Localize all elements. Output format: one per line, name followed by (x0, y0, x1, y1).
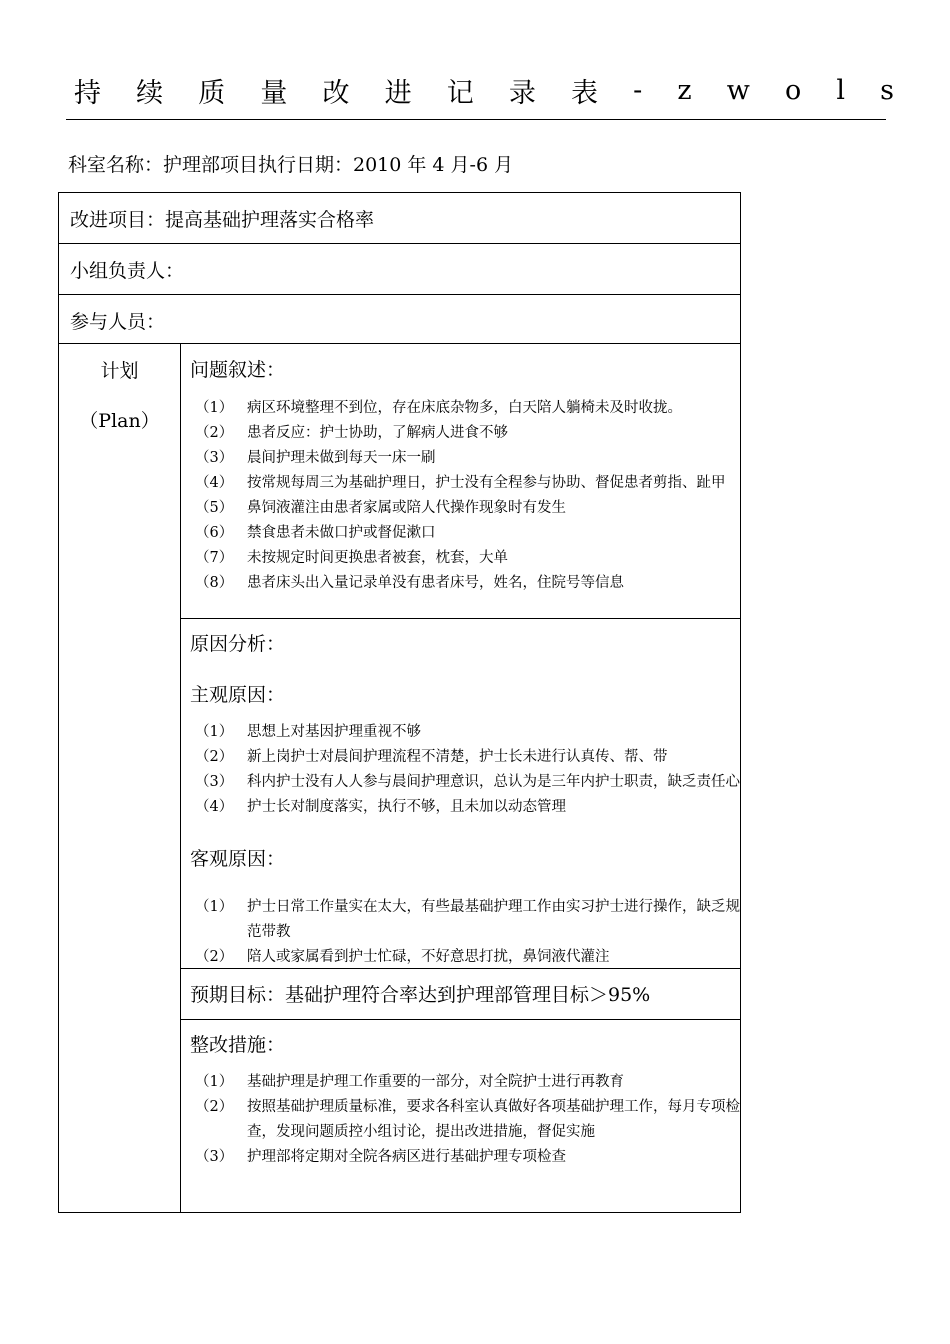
list-item: （1） 护士日常工作量实在太大，有些最基础护理工作由实习护士进行操作，缺乏规范带教 (195, 899, 740, 940)
leader-label: 小组负责人： (70, 260, 185, 282)
measures-list (195, 1070, 740, 1170)
measures-heading: 整改措施： (190, 1034, 286, 1056)
members-label: 参与人员： (70, 311, 166, 333)
objective-list (195, 895, 740, 970)
plan-column (59, 344, 181, 1213)
title-char: w (726, 74, 750, 106)
list-item: （2） 新上岗护士对晨间护理流程不清楚，护士长未进行认真传、帮、带 (195, 749, 668, 765)
cause-heading: 原因分析： (190, 633, 286, 655)
title-char: s (880, 74, 894, 106)
subjective-list (195, 720, 740, 820)
title-char: 记 (446, 77, 474, 109)
members-row (59, 295, 740, 344)
list-item: （4） 按常规每周三为基础护理日，护士没有全程参与协助、督促患者剪指、趾甲 (195, 475, 726, 491)
leader-row (59, 244, 740, 295)
list-item: （6） 禁食患者未做口护或督促漱口 (195, 525, 436, 541)
problem-list (195, 396, 740, 596)
title-char: 录 (508, 77, 536, 109)
goal-section (181, 969, 741, 1020)
title-char: - (633, 74, 643, 106)
list-item: （2） 按照基础护理质量标准，要求各科室认真做好各项基础护理工作，每月专项检查，发现问题质控小组讨论，提出改进措施，督促实施 (195, 1099, 740, 1140)
list-item: （1） 病区环境整理不到位，存在床底杂物多，白天陪人躺椅未及时收拢。 (195, 400, 682, 416)
list-item: （3） 晨间护理未做到每天一床一刷 (195, 450, 436, 466)
title-char: l (836, 74, 846, 106)
objective-heading: 客观原因： (190, 848, 286, 870)
measures-section (181, 1020, 741, 1213)
list-item: （8） 患者床头出入量记录单没有患者床号，姓名，住院号等信息 (195, 575, 624, 591)
title-char: 质 (198, 77, 226, 109)
problem-heading: 问题叙述： (190, 359, 286, 381)
title-char: 改 (322, 77, 350, 109)
title-char: 表 (571, 77, 598, 109)
title-underline (66, 119, 886, 120)
subjective-heading: 主观原因： (190, 684, 286, 706)
plan-label: 计划 (100, 360, 139, 382)
improvement-form-table (58, 192, 741, 1213)
title-char: 续 (136, 77, 164, 109)
title-char: o (784, 74, 802, 106)
cause-section (181, 619, 741, 969)
title-char: 量 (260, 77, 288, 109)
department-date-line: 科室名称：护理部项目执行日期：2010 年 4 月-6 月 (68, 154, 514, 176)
list-item: （7） 未按规定时间更换患者被套，枕套，大单 (195, 550, 508, 566)
document-title (74, 70, 894, 110)
list-item: （1） 思想上对基因护理重视不够 (195, 724, 421, 740)
project-label: 改进项目：提高基础护理落实合格率 (70, 209, 375, 231)
project-row (59, 193, 740, 244)
list-item: （3） 科内护士没有人人参与晨间护理意识，总认为是三年内护士职责，缺乏责任心 (195, 774, 740, 790)
list-item: （1） 基础护理是护理工作重要的一部分，对全院护士进行再教育 (195, 1074, 624, 1090)
list-item: （4） 护士长对制度落实，执行不够，且未加以动态管理 (195, 799, 566, 815)
goal-text: 预期目标：基础护理符合率达到护理部管理目标＞95% (190, 984, 651, 1006)
list-item: （3） 护理部将定期对全院各病区进行基础护理专项检查 (195, 1149, 566, 1165)
title-char: z (677, 74, 692, 106)
list-item: （2） 患者反应：护士协助，了解病人进食不够 (195, 425, 508, 441)
problem-section (181, 344, 741, 619)
plan-label-en: （Plan） (79, 410, 160, 432)
list-item: （2） 陪人或家属看到护士忙碌，不好意思打扰，鼻饲液代灌注 (195, 949, 610, 965)
list-item: （5） 鼻饲液灌注由患者家属或陪人代操作现象时有发生 (195, 500, 566, 516)
title-char: 进 (384, 77, 412, 109)
title-char: 持 (74, 77, 101, 109)
